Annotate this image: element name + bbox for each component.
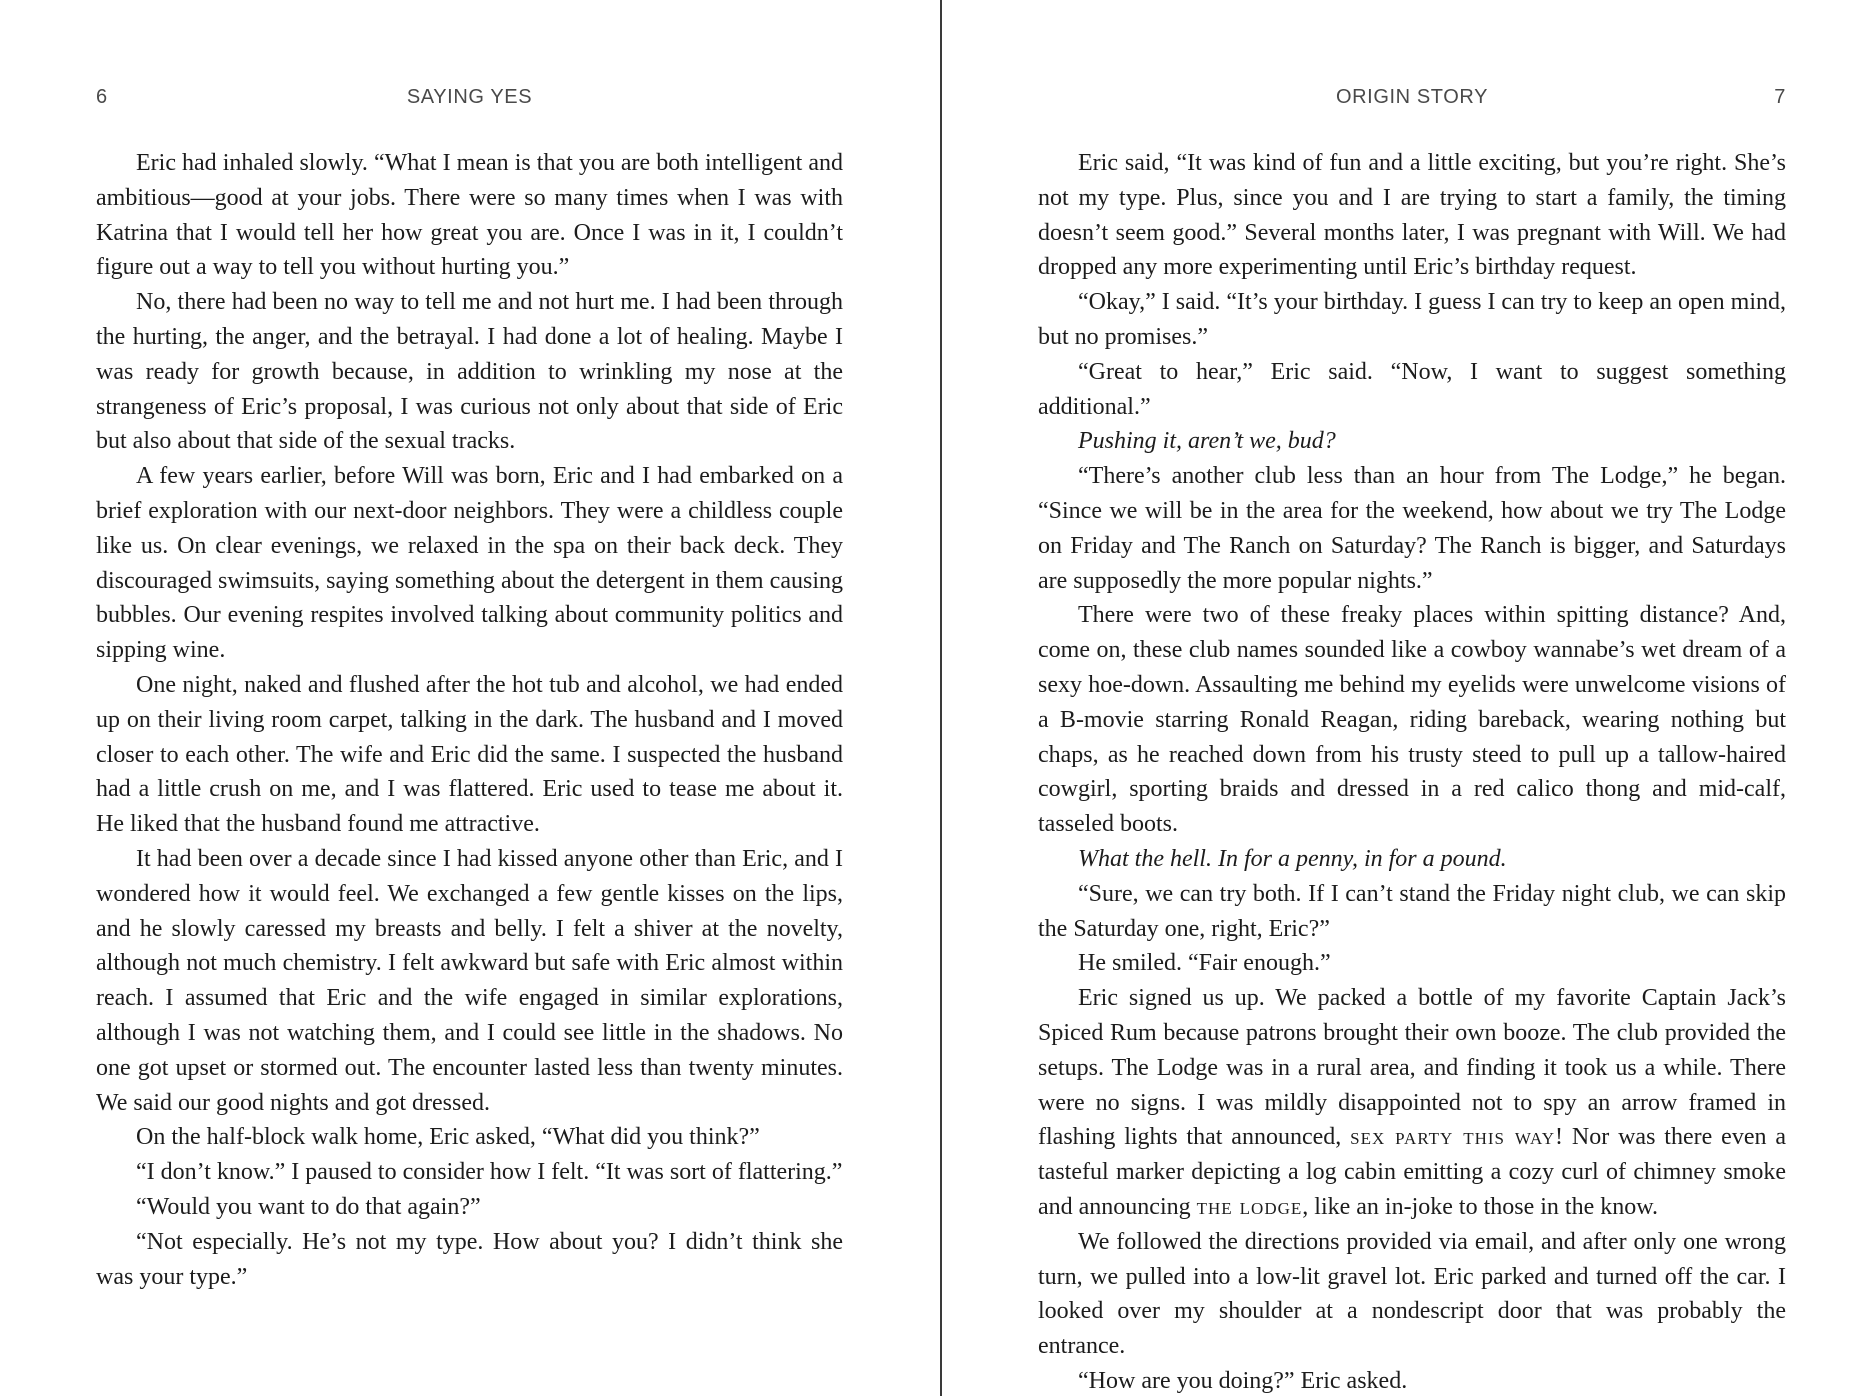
text-run: ! Nor was there even a tasteful marker depicting a log cabin emitting a cozy curl of chimney smoke and announcing [1038,1124,1787,1220]
paragraph: “Sure, we can try both. If I can’t stand the Friday night club, we can skip the Saturday one, right, Eric?” [1038,880,1786,942]
right-page [1038,0,1786,1396]
paragraph: “There’s another club less than an hour from The Lodge,” he began. “Since we will be in the area for the weekend, how about we try The Lodge on Friday and The Ranch on Saturday? The Ranch is bigger, and Saturdays are supposedly the more popular nights.” [1038,463,1786,594]
paragraph: Eric had inhaled slowly. “What I mean is that you are both intelligent and ambitious—good at your jobs. There were so many times when I was with Katrina that I would tell her how great you are. Once I was in it, I couldn’t figure out a way to tell you without hurting you.” [96,150,843,281]
paragraph: “Okay,” I said. “It’s your birthday. I guess I can try to keep an open mind, but no promises.” [1038,289,1787,350]
small-caps-sign-text: sex party this way [1350,1124,1556,1151]
paragraph: There were two of these freaky places within spitting distance? And, come on, these club names sounded like a cowboy wannabe’s wet dream of a sexy hoe-down. Assaulting me behind my eyelids were unwelcome visions of a B-movie starring Ronald Reagan, riding bareback, wearing nothing but chaps, as he reached down from his trusty steed to pull up a tallow-haired cowgirl, sporting braids and dressed in a red calico thong and mid-calf, tasseled boots. [1038,602,1786,838]
paragraph: “I don’t know.” I paused to consider how I felt. “It was sort of flattering.” [136,1159,843,1186]
italic-thought-paragraph [1038,424,1786,459]
paragraph: He smiled. “Fair enough.” [1078,950,1331,977]
paragraph: On the half-block walk home, Eric asked, “What did you think?” [136,1124,760,1151]
paragraph: It had been over a decade since I had kissed anyone other than Eric, and I wondered how it would feel. We exchanged a few gentle kisses on the lips, and he slowly caressed my breasts and belly. I felt a shiver at the novelty, although not much chemistry. I felt awkward but safe with Eric almost within reach. I assumed that Eric and the wife engaged in similar explorations, although I was not watching them, and I could see little in the shadows. No one got upset or stormed out. The encounter lasted less than twenty minutes. We said our good nights and got dressed. [96,845,843,1116]
small-caps-sign-text: the lodge [1196,1193,1303,1220]
paragraph: “Would you want to do that again?” [136,1193,481,1220]
paragraph: “Not especially. He’s not my type. How about you? I didn’t think she was your type.” [96,1228,843,1290]
paragraph: A few years earlier, before Will was born, Eric and I had embarked on a brief exploration with our next-door neighbors. They were a childless couple like us. On clear evenings, we relaxed in the spa on their back deck. They discouraged swimsuits, saying something about the detergent in them causing bubbles. Our evening respites involved talking about community politics and sipping wine. [96,463,843,664]
italic-thought: Pushing it, aren’t we, bud? [1078,428,1336,455]
running-head-title: SAYING YES [406,86,533,108]
italic-thought-paragraph [1038,842,1786,877]
paragraph: One night, naked and flushed after the hot tub and alcohol, we had ended up on their living room carpet, talking in the dark. The husband and I moved closer to each other. The wife and Eric did the same. I suspected the husband had a little crush on me, and I was flattered. Eric used to tease me about it. He liked that the husband found me attractive. [96,671,843,838]
left-running-head [96,86,843,116]
paragraph: No, there had been no way to tell me and not hurt me. I had been through the hurting, the anger, and the betrayal. I had done a lot of healing. Maybe I was ready for growth because, in addition to wrinkling my nose at the strangeness of Eric’s proposal, I was curious not only about that side of Eric but also about that side of the sexual tracks. [96,289,843,455]
running-head-title: ORIGIN STORY [1335,86,1489,108]
paragraph: Eric said, “It was kind of fun and a little exciting, but you’re right. She’s not my type. Plus, since you and I are trying to start a family, the timing doesn’t seem good.” Several months later, I was pregnant with Will. We had dropped any more experimenting until Eric’s birthday request. [1038,150,1786,281]
paragraph: “Great to hear,” Eric said. “Now, I want to suggest something additional.” [1038,358,1786,420]
italic-thought: What the hell. In for a penny, in for a pound. [1078,845,1507,872]
page-number: 7 [1774,86,1786,108]
text-run: Eric signed us up. We packed a bottle of my favorite Captain Jack’s Spiced Rum because patrons brought their own booze. The club provided the setups. The Lodge was in a rural area, and finding it took us a while. There were no signs. I was mildly disappointed not to spy an arrow framed in flashing lights that announced, [1038,985,1786,1151]
left-page [96,0,843,1396]
paragraph: We followed the directions provided via email, and after only one wrong turn, we pulled into a low-lit gravel lot. Eric parked and turned off the car. I looked over my shoulder at a nondescript door that was probably the entrance. [1038,1228,1786,1360]
text-run: , like an in-joke to those in the know. [1302,1193,1658,1220]
page-gutter-divider [940,0,942,1396]
right-running-head [1038,86,1786,116]
right-body-text [1038,146,1786,1399]
paragraph: “How are you doing?” Eric asked. [1078,1367,1408,1394]
page-number: 6 [96,86,108,108]
left-body-text [96,146,843,1294]
paragraph [1038,981,1786,1225]
